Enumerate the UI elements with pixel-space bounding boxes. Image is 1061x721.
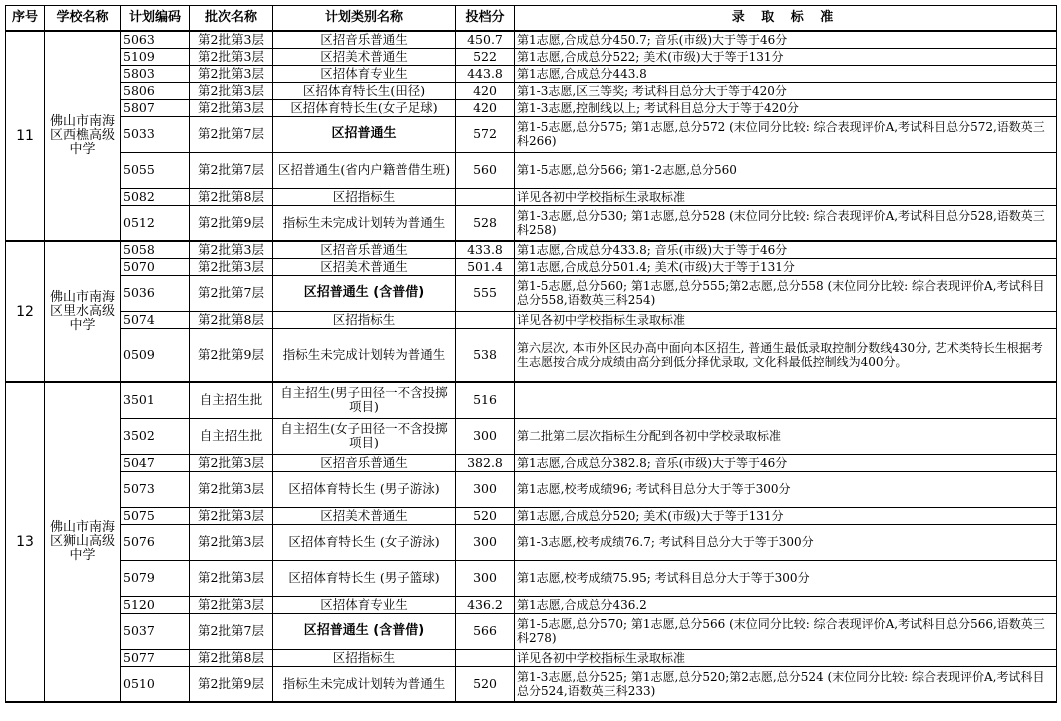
- table-row: [6, 471, 1057, 507]
- header-row: [6, 6, 1057, 32]
- score-cell: 300: [456, 524, 515, 560]
- plan-code-cell: 5036: [121, 275, 190, 311]
- category-name-cell: 区招普通生: [273, 116, 456, 152]
- table-row: [6, 382, 1057, 418]
- score-cell: 300: [456, 418, 515, 454]
- batch-name-cell: 第2批第7层: [190, 152, 273, 188]
- table-row: [6, 99, 1057, 116]
- batch-name-cell: 第2批第3层: [190, 454, 273, 471]
- admission-standard-cell: 详见各初中学校指标生录取标准: [515, 311, 1057, 328]
- plan-code-cell: 5109: [121, 48, 190, 65]
- admission-standard-cell: 第1-5志愿,总分560; 第1志愿,总分555;第2志愿,总分558 (末位同分比较: 综合表现评价A,考试科目总分558,语数英三科254): [515, 275, 1057, 311]
- school-name-cell: 佛山市南海区里水高级中学: [45, 241, 121, 382]
- admission-standard-cell: 第1志愿,合成总分433.8; 音乐(市级)大于等于46分: [515, 241, 1057, 258]
- batch-name-cell: 第2批第9层: [190, 205, 273, 241]
- header-batch: 批次名称: [190, 6, 273, 32]
- table-row: [6, 82, 1057, 99]
- table-row: [6, 418, 1057, 454]
- plan-code-cell: 0512: [121, 205, 190, 241]
- admission-standard-cell: 第1志愿,合成总分522; 美术(市级)大于等于131分: [515, 48, 1057, 65]
- category-name-cell: 指标生未完成计划转为普通生: [273, 666, 456, 702]
- score-cell: 433.8: [456, 241, 515, 258]
- plan-code-cell: 5074: [121, 311, 190, 328]
- batch-name-cell: 第2批第3层: [190, 99, 273, 116]
- batch-name-cell: 第2批第3层: [190, 65, 273, 82]
- score-cell: [456, 188, 515, 205]
- batch-name-cell: 第2批第3层: [190, 560, 273, 596]
- batch-name-cell: 自主招生批: [190, 382, 273, 418]
- plan-code-cell: 5807: [121, 99, 190, 116]
- category-name-cell: 区招美术普通生: [273, 258, 456, 275]
- plan-code-cell: 5037: [121, 613, 190, 649]
- table-row: [6, 524, 1057, 560]
- batch-name-cell: 第2批第3层: [190, 596, 273, 613]
- admission-standard-cell: 第1-5志愿,总分575; 第1志愿,总分572 (末位同分比较: 综合表现评价A,考试科目总分572,语数英三科266): [515, 116, 1057, 152]
- score-cell: 436.2: [456, 596, 515, 613]
- admission-standard-cell: 详见各初中学校指标生录取标准: [515, 649, 1057, 666]
- score-cell: 520: [456, 666, 515, 702]
- plan-code-cell: 5058: [121, 241, 190, 258]
- batch-name-cell: 第2批第9层: [190, 666, 273, 702]
- plan-code-cell: 5082: [121, 188, 190, 205]
- table-row: [6, 205, 1057, 241]
- score-cell: 450.7: [456, 31, 515, 48]
- category-name-cell: 区招指标生: [273, 649, 456, 666]
- score-cell: [456, 649, 515, 666]
- batch-name-cell: 第2批第8层: [190, 649, 273, 666]
- plan-code-cell: 5079: [121, 560, 190, 596]
- category-name-cell: 区招普通生 (含普借): [273, 613, 456, 649]
- header-school: 学校名称: [45, 6, 121, 32]
- category-name-cell: 指标生未完成计划转为普通生: [273, 205, 456, 241]
- batch-name-cell: 第2批第7层: [190, 116, 273, 152]
- admission-standard-cell: 详见各初中学校指标生录取标准: [515, 188, 1057, 205]
- category-name-cell: 区招体育特长生 (女子游泳): [273, 524, 456, 560]
- score-cell: 520: [456, 507, 515, 524]
- header-category: 计划类别名称: [273, 6, 456, 32]
- score-cell: 516: [456, 382, 515, 418]
- admission-standards-table: [5, 5, 1057, 703]
- plan-code-cell: 0510: [121, 666, 190, 702]
- admission-standard-cell: 第1-3志愿,区三等奖; 考试科目总分大于等于420分: [515, 82, 1057, 99]
- table-row: [6, 188, 1057, 205]
- admission-standard-cell: 第1-3志愿,总分525; 第1志愿,总分520;第2志愿,总分524 (末位同分比较: 综合表现评价A,考试科目总分524,语数英三科233): [515, 666, 1057, 702]
- batch-name-cell: 第2批第8层: [190, 311, 273, 328]
- score-cell: 566: [456, 613, 515, 649]
- batch-name-cell: 第2批第3层: [190, 507, 273, 524]
- score-cell: 300: [456, 560, 515, 596]
- batch-name-cell: 自主招生批: [190, 418, 273, 454]
- table-row: [6, 258, 1057, 275]
- plan-code-cell: 5073: [121, 471, 190, 507]
- header-score: 投档分: [456, 6, 515, 32]
- admission-standard-cell: 第1志愿,合成总分436.2: [515, 596, 1057, 613]
- plan-code-cell: 5070: [121, 258, 190, 275]
- table-row: [6, 31, 1057, 48]
- plan-code-cell: 5033: [121, 116, 190, 152]
- category-name-cell: 区招指标生: [273, 188, 456, 205]
- admission-standard-cell: 第1志愿,合成总分501.4; 美术(市级)大于等于131分: [515, 258, 1057, 275]
- score-cell: 420: [456, 82, 515, 99]
- category-name-cell: 区招美术普通生: [273, 48, 456, 65]
- score-cell: 555: [456, 275, 515, 311]
- admission-standard-cell: 第1志愿,合成总分450.7; 音乐(市级)大于等于46分: [515, 31, 1057, 48]
- table-row: [6, 116, 1057, 152]
- batch-name-cell: 第2批第3层: [190, 241, 273, 258]
- admission-table-container: [5, 5, 1057, 703]
- table-row: [6, 649, 1057, 666]
- batch-name-cell: 第2批第7层: [190, 275, 273, 311]
- header-code: 计划编码: [121, 6, 190, 32]
- batch-name-cell: 第2批第7层: [190, 613, 273, 649]
- batch-name-cell: 第2批第3层: [190, 471, 273, 507]
- plan-code-cell: 5075: [121, 507, 190, 524]
- category-name-cell: 区招体育特长生(田径): [273, 82, 456, 99]
- score-cell: 538: [456, 328, 515, 382]
- admission-standard-cell: 第1-3志愿,校考成绩76.7; 考试科目总分大于等于300分: [515, 524, 1057, 560]
- score-cell: 528: [456, 205, 515, 241]
- admission-standard-cell: 第1-5志愿,总分570; 第1志愿,总分566 (末位同分比较: 综合表现评价A,考试科目总分566,语数英三科278): [515, 613, 1057, 649]
- table-row: [6, 454, 1057, 471]
- category-name-cell: 区招普通生 (含普借): [273, 275, 456, 311]
- category-name-cell: 区招体育专业生: [273, 596, 456, 613]
- plan-code-cell: 5063: [121, 31, 190, 48]
- score-cell: 522: [456, 48, 515, 65]
- category-name-cell: 自主招生(女子田径一不含投掷项目): [273, 418, 456, 454]
- header-seq: 序号: [6, 6, 45, 32]
- table-row: [6, 666, 1057, 702]
- table-row: [6, 275, 1057, 311]
- table-row: [6, 311, 1057, 328]
- table-row: [6, 241, 1057, 258]
- plan-code-cell: 5120: [121, 596, 190, 613]
- batch-name-cell: 第2批第3层: [190, 48, 273, 65]
- plan-code-cell: 3502: [121, 418, 190, 454]
- admission-standard-cell: 第1志愿,合成总分382.8; 音乐(市级)大于等于46分: [515, 454, 1057, 471]
- batch-name-cell: 第2批第9层: [190, 328, 273, 382]
- plan-code-cell: 5077: [121, 649, 190, 666]
- admission-standard-cell: 第六层次, 本市外区民办高中面向本区招生, 普通生最低录取控制分数线430分, 艺术类特长生根据考生志愿按合成分成绩由高分到低分择优录取, 文化科最低控制线为400分。: [515, 328, 1057, 382]
- category-name-cell: 区招体育特长生(女子足球): [273, 99, 456, 116]
- batch-name-cell: 第2批第3层: [190, 524, 273, 560]
- score-cell: 572: [456, 116, 515, 152]
- score-cell: 560: [456, 152, 515, 188]
- score-cell: 382.8: [456, 454, 515, 471]
- table-body: [6, 31, 1057, 702]
- admission-standard-cell: 第1-5志愿,总分566; 第1-2志愿,总分560: [515, 152, 1057, 188]
- category-name-cell: 区招体育特长生 (男子游泳): [273, 471, 456, 507]
- seq-cell: 13: [6, 382, 45, 702]
- plan-code-cell: 5055: [121, 152, 190, 188]
- admission-standard-cell: 第1志愿,合成总分520; 美术(市级)大于等于131分: [515, 507, 1057, 524]
- admission-standard-cell: 第1志愿,校考成绩75.95; 考试科目总分大于等于300分: [515, 560, 1057, 596]
- plan-code-cell: 5803: [121, 65, 190, 82]
- seq-cell: 11: [6, 31, 45, 241]
- score-cell: [456, 311, 515, 328]
- plan-code-cell: 3501: [121, 382, 190, 418]
- admission-standard-cell: 第1志愿,校考成绩96; 考试科目总分大于等于300分: [515, 471, 1057, 507]
- category-name-cell: 区招普通生(省内户籍普借生班): [273, 152, 456, 188]
- table-row: [6, 328, 1057, 382]
- batch-name-cell: 第2批第3层: [190, 258, 273, 275]
- category-name-cell: 区招体育特长生 (男子篮球): [273, 560, 456, 596]
- admission-standard-cell: 第1志愿,合成总分443.8: [515, 65, 1057, 82]
- school-name-cell: 佛山市南海区西樵高级中学: [45, 31, 121, 241]
- table-row: [6, 48, 1057, 65]
- category-name-cell: 区招音乐普通生: [273, 454, 456, 471]
- batch-name-cell: 第2批第3层: [190, 82, 273, 99]
- admission-standard-cell: 第1-3志愿,总分530; 第1志愿,总分528 (末位同分比较: 综合表现评价A,考试科目总分528,语数英三科258): [515, 205, 1057, 241]
- category-name-cell: 自主招生(男子田径一不含投掷项目): [273, 382, 456, 418]
- table-row: [6, 596, 1057, 613]
- score-cell: 300: [456, 471, 515, 507]
- batch-name-cell: 第2批第3层: [190, 31, 273, 48]
- category-name-cell: 指标生未完成计划转为普通生: [273, 328, 456, 382]
- score-cell: 501.4: [456, 258, 515, 275]
- category-name-cell: 区招音乐普通生: [273, 31, 456, 48]
- table-row: [6, 613, 1057, 649]
- school-name-cell: 佛山市南海区狮山高级中学: [45, 382, 121, 702]
- plan-code-cell: 5076: [121, 524, 190, 560]
- admission-standard-cell: [515, 382, 1057, 418]
- batch-name-cell: 第2批第8层: [190, 188, 273, 205]
- score-cell: 443.8: [456, 65, 515, 82]
- category-name-cell: 区招指标生: [273, 311, 456, 328]
- category-name-cell: 区招体育专业生: [273, 65, 456, 82]
- category-name-cell: 区招美术普通生: [273, 507, 456, 524]
- table-row: [6, 507, 1057, 524]
- category-name-cell: 区招音乐普通生: [273, 241, 456, 258]
- plan-code-cell: 0509: [121, 328, 190, 382]
- plan-code-cell: 5047: [121, 454, 190, 471]
- table-row: [6, 152, 1057, 188]
- table-row: [6, 560, 1057, 596]
- admission-standard-cell: 第二批第二层次指标生分配到各初中学校录取标准: [515, 418, 1057, 454]
- plan-code-cell: 5806: [121, 82, 190, 99]
- admission-standard-cell: 第1-3志愿,控制线以上; 考试科目总分大于等于420分: [515, 99, 1057, 116]
- score-cell: 420: [456, 99, 515, 116]
- header-standard: 录 取 标 准: [515, 6, 1057, 32]
- table-row: [6, 65, 1057, 82]
- seq-cell: 12: [6, 241, 45, 382]
